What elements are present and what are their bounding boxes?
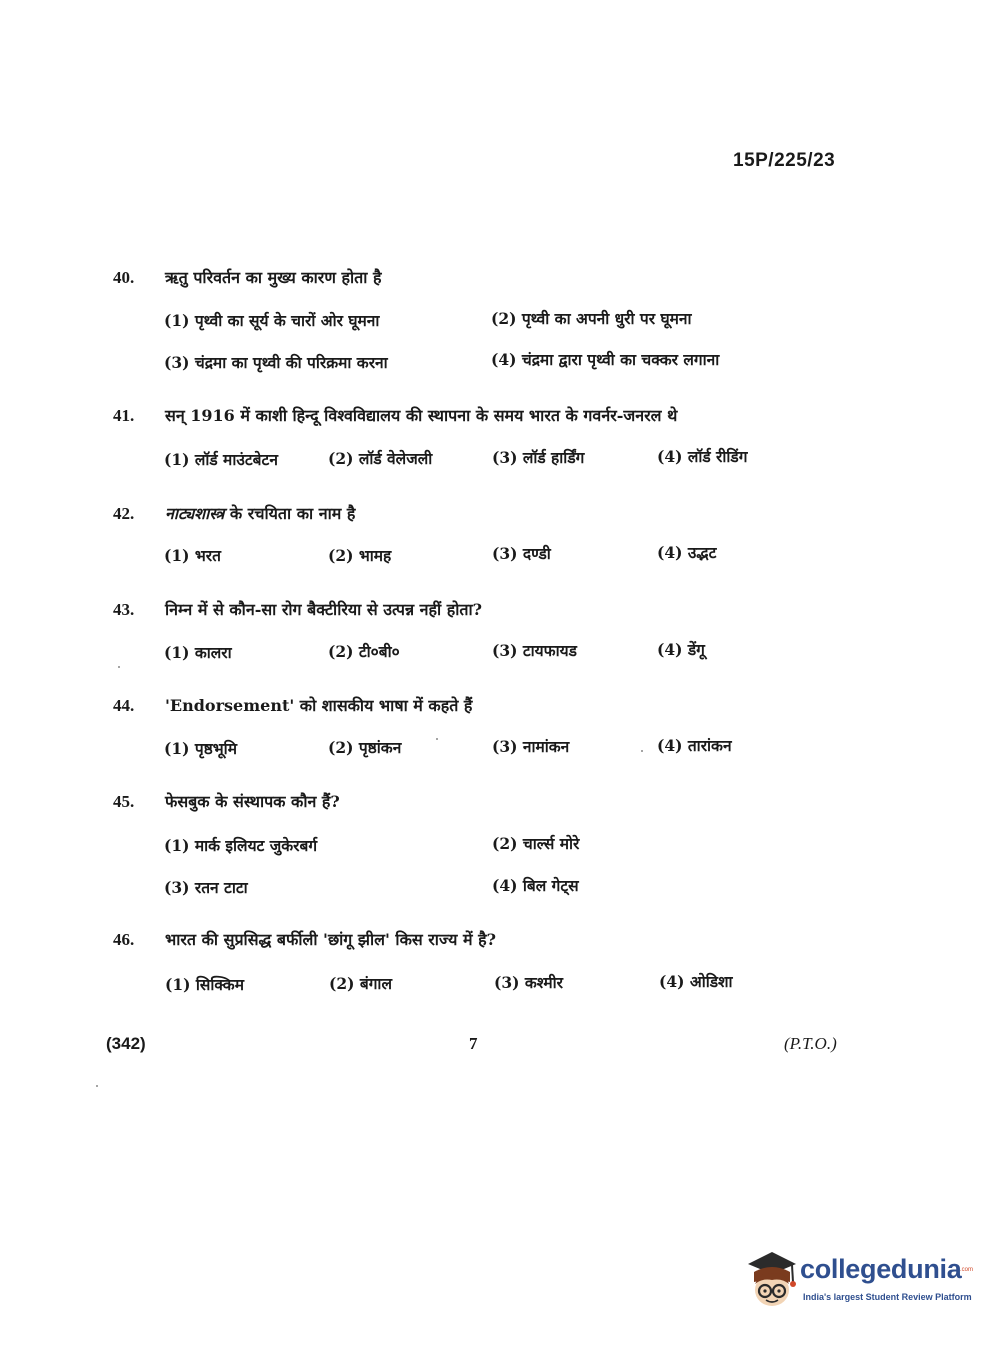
page-number: 7: [469, 1034, 478, 1053]
question-number: 46.: [113, 930, 135, 949]
option-2: (2) पृष्ठांकन: [328, 738, 402, 757]
option-4: (4) ओडिशा: [659, 972, 733, 991]
booklet-code: (342): [106, 1034, 146, 1053]
option-4: (4) तारांकन: [657, 736, 732, 755]
option-2: (2) लॉर्ड वेलेजली: [328, 449, 433, 468]
option-3: (3) दण्डी: [492, 544, 551, 563]
scan-speck: [118, 666, 120, 668]
option-1: (1) लॉर्ड माउंटबेटन: [164, 450, 278, 469]
paper-code: 15P/225/23: [733, 150, 836, 171]
option-4: (4) उद्भट: [657, 543, 717, 562]
scan-speck: [641, 750, 643, 752]
question-text: 'Endorsement' को शासकीय भाषा में कहते हैं: [165, 696, 473, 715]
option-3: (3) नामांकन: [492, 737, 570, 756]
option-3: (3) चंद्रमा का पृथ्वी की परिक्रमा करना: [164, 353, 388, 372]
option-2: (2) भामह: [328, 546, 392, 565]
question-number: 43.: [113, 600, 135, 619]
option-2: (2) बंगाल: [329, 974, 392, 993]
question-text: फेसबुक के संस्थापक कौन हैं?: [165, 792, 340, 811]
option-2: (2) चार्ल्स मोरे: [492, 834, 580, 853]
question-text-rest: के रचयिता का नाम है: [224, 504, 356, 523]
question-text: [165, 502, 355, 524]
option-3: (3) कश्मीर: [494, 973, 563, 992]
question-text: निम्न में से कौन-सा रोग बैक्टीरिया से उत्पन्न नहीं होता?: [165, 600, 483, 619]
option-3: (3) लॉर्ड हार्डिंग: [492, 448, 585, 467]
option-2: (2) पृथ्वी का अपनी धुरी पर घूमना: [491, 309, 692, 328]
question-text: भारत की सुप्रसिद्ध बर्फीली 'छांगू झील' किस राज्य में है?: [165, 930, 496, 949]
brand-tagline: India's largest Student Review Platform: [803, 1292, 972, 1302]
collegedunia-watermark: [744, 1248, 974, 1318]
scan-speck: [436, 738, 438, 740]
option-4: (4) लॉर्ड रीडिंग: [657, 447, 748, 466]
option-2: (2) टी०बी०: [328, 642, 400, 661]
option-1: (1) पृथ्वी का सूर्य के चारों ओर घूमना: [164, 311, 380, 330]
question-text: सन् 1916 में काशी हिन्दू विश्वविद्यालय की स्थापना के समय भारत के गवर्नर-जनरल थे: [165, 406, 678, 425]
option-1: (1) पृष्ठभूमि: [164, 739, 237, 758]
option-1: (1) कालरा: [164, 643, 232, 662]
question-number: 42.: [113, 504, 135, 523]
option-1: (1) सिक्किम: [165, 975, 244, 994]
option-4: (4) डेंगू: [657, 640, 705, 659]
option-3: (3) टायफायड: [492, 641, 577, 660]
option-4: (4) चंद्रमा द्वारा पृथ्वी का चक्कर लगाना: [491, 350, 720, 369]
question-number: 40.: [113, 268, 135, 287]
book-title: नाट्यशास्त्र: [165, 504, 225, 523]
mascot-icon: [744, 1248, 800, 1314]
option-4: (4) बिल गेट्स: [492, 876, 579, 895]
option-3: (3) रतन टाटा: [164, 878, 248, 897]
question-number: 44.: [113, 696, 135, 715]
question-number: 45.: [113, 792, 135, 811]
question-text: ऋतु परिवर्तन का मुख्य कारण होता है: [165, 268, 382, 287]
question-number: 41.: [113, 406, 135, 425]
option-1: (1) भरत: [164, 546, 221, 565]
brand-domain: .com: [960, 1267, 974, 1273]
pto-note: (P.T.O.): [784, 1034, 837, 1053]
scan-speck: [96, 1085, 98, 1087]
brand-name: collegedunia: [800, 1254, 962, 1284]
option-1: (1) मार्क इलियट जुकेरबर्ग: [164, 836, 318, 855]
